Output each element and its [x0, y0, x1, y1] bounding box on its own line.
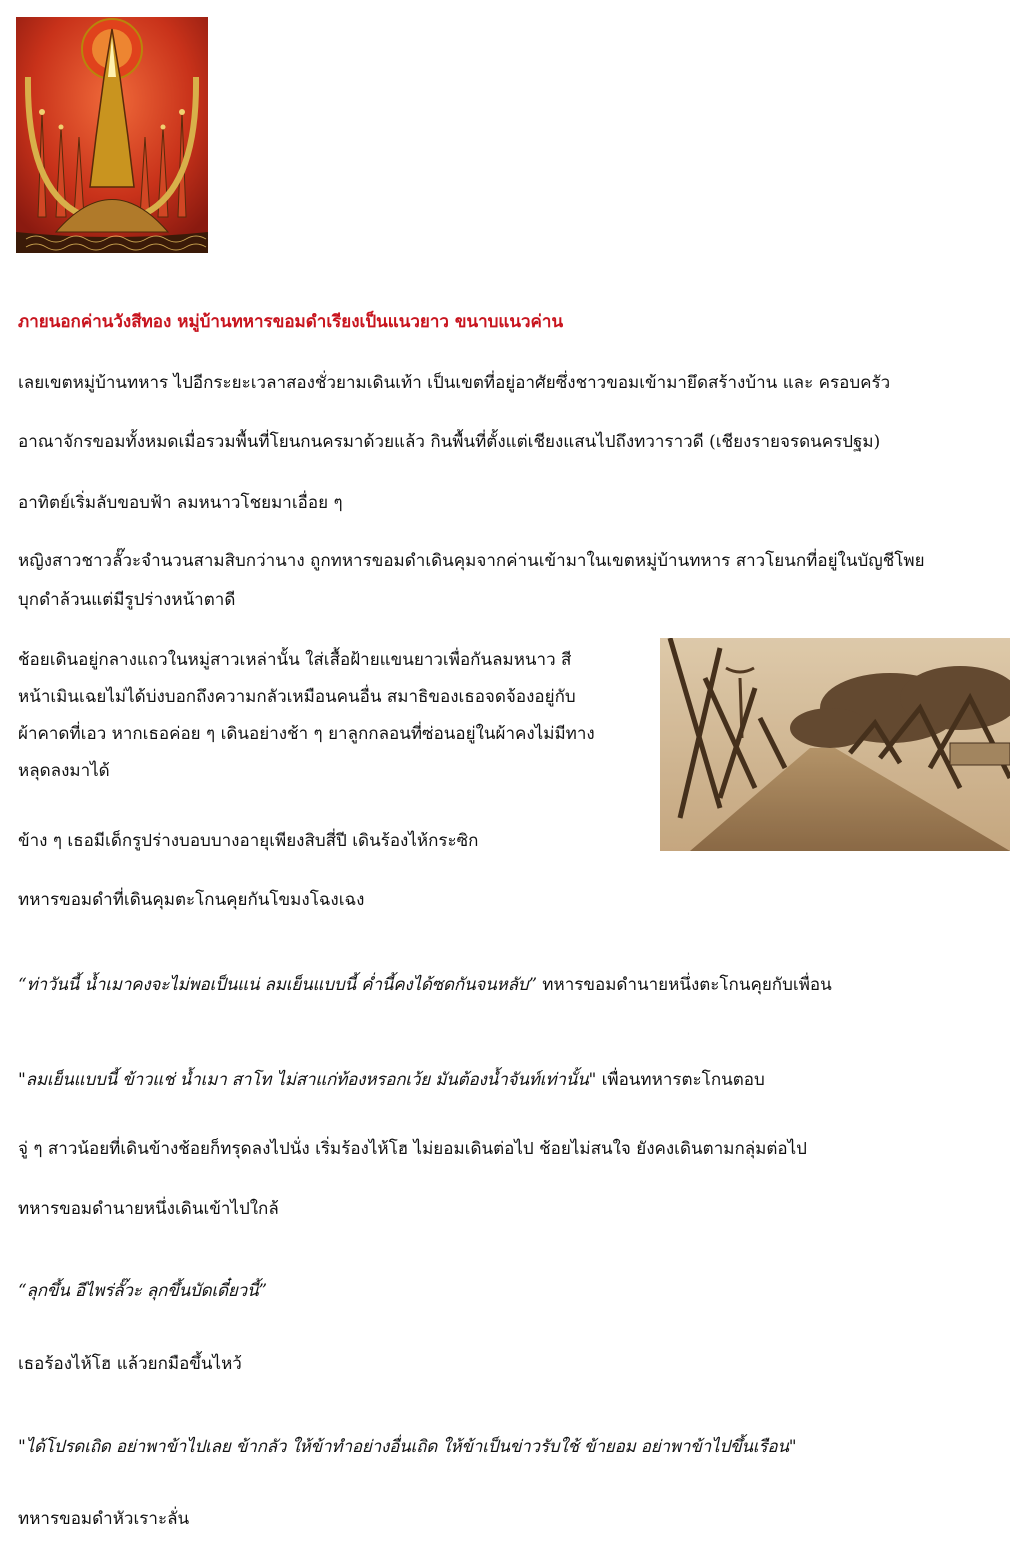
paragraph-line: บุกดำล้วนแต่มีรูปร่างหน้าตาดี — [18, 590, 236, 610]
dialogue-line: "ได้โปรดเถิด อย่าพาข้าไปเลย ข้ากลัว ให้ข้าทำอย่างอื่นเถิด ให้ข้าเป็นข่าวรับใช้ ข้ายอม อย่าพาข้าไปขึ้นเรือน" — [18, 1437, 797, 1457]
quote-text: "ลมเย็นแบบนี้ ข้าวแช่ น้ำเมา สาโท ไม่สาแก่ท้องหรอกเว้ย มันต้องน้ำจันท์เท่านั้น" — [18, 1070, 597, 1090]
paragraph: อาทิตย์เริ่มลับขอบฟ้า ลมหนาวโชยมาเอื่อย ๆ — [18, 493, 343, 513]
paragraph: จู่ ๆ สาวน้อยที่เดินข้างช้อยก็ทรุดลงไปนั่ง เริ่มร้องไห้โฮ ไม่ยอมเดินต่อไป ช้อยไม่สนใจ ยังคงเดินตามกลุ่มต่อไป — [18, 1139, 807, 1159]
page-heading: ภายนอกค่านวังสีทอง หมู่บ้านทหารขอมดำเรียงเป็นแนวยาว ขนาบแนวค่าน — [18, 312, 564, 332]
bridge-photo-image — [660, 638, 1010, 851]
paragraph-line: หน้าเมินเฉยไม่ได้บ่งบอกถึงความกลัวเหมือนคนอื่น สมาธิของเธอจดจ้องอยู่กับ — [18, 687, 576, 707]
dialogue-line: “ลุกขึ้น อีไพร่ลั๊วะ ลุกขึ้นบัดเดี๋ยวนี้” — [18, 1281, 267, 1301]
narration-text: เพื่อนทหารตะโกนตอบ — [596, 1070, 765, 1090]
dialogue-line — [18, 971, 832, 999]
paragraph: ข้าง ๆ เธอมีเด็กรูปร่างบอบบางอายุเพียงสิบสี่ปี เดินร้องไห้กระซิก — [18, 831, 479, 851]
paragraph: เลยเขตหมู่บ้านทหาร ไปอีกระยะเวลาสองชั่วยามเดินเท้า เป็นเขตที่อยู่อาศัยซึ่งชาวขอมเข้ามายึดสร้างบ้าน และ ครอบครัว — [18, 373, 891, 393]
paragraph: ทหารขอมดำหัวเราะลั่น — [18, 1509, 190, 1529]
paragraph-line: หลุดลงมาได้ — [18, 761, 110, 781]
paragraph: เธอร้องไห้โฮ แล้วยกมือขึ้นไหว้ — [18, 1354, 242, 1374]
paragraph: อาณาจักรขอมทั้งหมดเมื่อรวมพื้นที่โยนกนครมาด้วยแล้ว กินพื้นที่ตั้งแต่เชียงแสนไปถึงทวาราวดี (เชียงรายจรดนครปฐม) — [18, 432, 881, 452]
paragraph-line: ผ้าคาดที่เอว หากเธอค่อย ๆ เดินอย่างช้า ๆ ยาลูกกลอนที่ซ่อนอยู่ในผ้าคงไม่มีทาง — [18, 724, 595, 744]
paragraph-line: หญิงสาวชาวลั๊วะจำนวนสามสิบกว่านาง ถูกทหารขอมดำเดินคุมจากค่านเข้ามาในเขตหมู่บ้านทหาร สาวโยนกที่อยู่ในบัญชีโพย — [18, 551, 925, 571]
paragraph-line: ช้อยเดินอยู่กลางแถวในหมู่สาวเหล่านั้น ใส่เสื้อฝ้ายแขนยาวเพื่อกันลมหนาว สี — [18, 650, 572, 670]
paragraph: ทหารขอมดำนายหนึ่งเดินเข้าไปใกล้ — [18, 1199, 279, 1219]
quote-text: “ท่าวันนี้ น้ำเมาคงจะไม่พอเป็นแน่ ลมเย็นแบบนี้ ค่ำนี้คงได้ซดกันจนหลับ” — [18, 975, 537, 995]
paragraph: ทหารขอมดำที่เดินคุมตะโกนคุยกันโขมงโฉงเฉง — [18, 890, 365, 910]
temple-painting-image — [16, 17, 208, 253]
dialogue-line — [18, 1066, 765, 1094]
narration-text: ทหารขอมดำนายหนึ่งตะโกนคุยกับเพื่อน — [536, 975, 832, 995]
